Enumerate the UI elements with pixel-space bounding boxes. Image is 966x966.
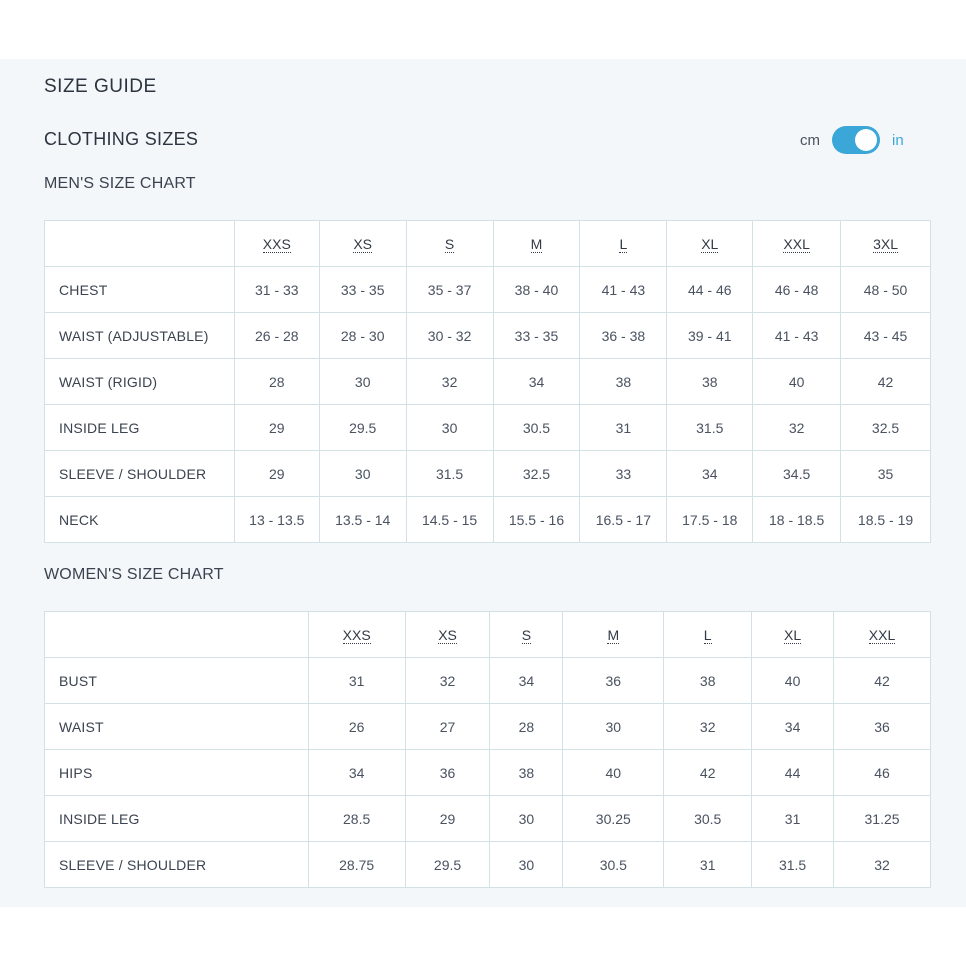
row-label: BUST bbox=[45, 658, 309, 704]
womens-size-header bbox=[490, 612, 563, 658]
size-value: 46 - 48 bbox=[753, 267, 841, 313]
size-value: 43 - 45 bbox=[841, 313, 931, 359]
size-value: 38 bbox=[580, 359, 667, 405]
size-value: 29 bbox=[234, 451, 319, 497]
size-value: 28 bbox=[234, 359, 319, 405]
size-value: 30.5 bbox=[664, 796, 752, 842]
size-value: 44 - 46 bbox=[667, 267, 753, 313]
size-abbr[interactable]: XL bbox=[701, 235, 719, 252]
table-row bbox=[45, 451, 931, 497]
row-label: INSIDE LEG bbox=[45, 405, 235, 451]
row-label: NECK bbox=[45, 497, 235, 543]
womens-header-row bbox=[45, 612, 931, 658]
size-abbr[interactable]: L bbox=[619, 235, 628, 252]
size-value: 36 bbox=[834, 704, 931, 750]
row-label: SLEEVE / SHOULDER bbox=[45, 451, 235, 497]
size-value: 38 bbox=[664, 658, 752, 704]
size-value: 36 - 38 bbox=[580, 313, 667, 359]
size-value: 35 - 37 bbox=[406, 267, 493, 313]
row-label: SLEEVE / SHOULDER bbox=[45, 842, 309, 888]
size-abbr[interactable]: L bbox=[703, 626, 712, 643]
row-label: WAIST (ADJUSTABLE) bbox=[45, 313, 235, 359]
mens-header-corner bbox=[45, 221, 235, 267]
womens-header-corner bbox=[45, 612, 309, 658]
mens-size-header bbox=[493, 221, 580, 267]
table-row bbox=[45, 267, 931, 313]
womens-size-header bbox=[405, 612, 490, 658]
size-value: 29.5 bbox=[405, 842, 490, 888]
size-value: 30.5 bbox=[563, 842, 664, 888]
size-value: 30 bbox=[563, 704, 664, 750]
table-row bbox=[45, 796, 931, 842]
size-value: 36 bbox=[405, 750, 490, 796]
table-row bbox=[45, 842, 931, 888]
clothing-sizes-heading: CLOTHING SIZES bbox=[44, 129, 199, 149]
mens-chart-heading: MEN'S SIZE CHART bbox=[44, 175, 196, 192]
size-value: 33 - 35 bbox=[493, 313, 580, 359]
size-value: 30 bbox=[406, 405, 493, 451]
size-value: 42 bbox=[841, 359, 931, 405]
size-value: 28 bbox=[490, 704, 563, 750]
row-label: CHEST bbox=[45, 267, 235, 313]
size-value: 32 bbox=[664, 704, 752, 750]
size-value: 30.25 bbox=[563, 796, 664, 842]
table-row bbox=[45, 658, 931, 704]
mens-size-header bbox=[234, 221, 319, 267]
table-row bbox=[45, 497, 931, 543]
unit-switch-knob bbox=[855, 129, 877, 151]
size-value: 32 bbox=[406, 359, 493, 405]
size-value: 33 bbox=[580, 451, 667, 497]
mens-size-header bbox=[319, 221, 406, 267]
size-value: 34.5 bbox=[753, 451, 841, 497]
size-value: 30 bbox=[319, 451, 406, 497]
size-value: 30 bbox=[490, 796, 563, 842]
table-row bbox=[45, 359, 931, 405]
size-value: 41 - 43 bbox=[753, 313, 841, 359]
table-row bbox=[45, 704, 931, 750]
page-title: SIZE GUIDE bbox=[44, 76, 157, 97]
size-value: 31.25 bbox=[834, 796, 931, 842]
size-value: 38 bbox=[490, 750, 563, 796]
size-abbr[interactable]: XXS bbox=[342, 626, 371, 643]
size-value: 36 bbox=[563, 658, 664, 704]
size-value: 48 - 50 bbox=[841, 267, 931, 313]
size-value: 17.5 - 18 bbox=[667, 497, 753, 543]
size-abbr[interactable]: S bbox=[444, 235, 455, 252]
size-value: 31 bbox=[580, 405, 667, 451]
size-value: 26 bbox=[308, 704, 405, 750]
size-value: 30.5 bbox=[493, 405, 580, 451]
size-value: 41 - 43 bbox=[580, 267, 667, 313]
size-value: 31.5 bbox=[667, 405, 753, 451]
size-value: 38 - 40 bbox=[493, 267, 580, 313]
size-value: 42 bbox=[834, 658, 931, 704]
size-value: 30 - 32 bbox=[406, 313, 493, 359]
womens-size-header bbox=[308, 612, 405, 658]
size-value: 14.5 - 15 bbox=[406, 497, 493, 543]
size-value: 42 bbox=[664, 750, 752, 796]
size-value: 34 bbox=[308, 750, 405, 796]
size-abbr[interactable]: XL bbox=[784, 626, 802, 643]
womens-size-header bbox=[664, 612, 752, 658]
size-value: 27 bbox=[405, 704, 490, 750]
row-label: WAIST (RIGID) bbox=[45, 359, 235, 405]
size-abbr[interactable]: XS bbox=[438, 626, 457, 643]
size-value: 31.5 bbox=[406, 451, 493, 497]
size-abbr[interactable]: 3XL bbox=[873, 235, 898, 252]
size-abbr[interactable]: S bbox=[521, 626, 532, 643]
size-value: 15.5 - 16 bbox=[493, 497, 580, 543]
womens-size-header bbox=[752, 612, 834, 658]
size-abbr[interactable]: XXS bbox=[262, 235, 291, 252]
mens-size-header bbox=[667, 221, 753, 267]
mens-size-header bbox=[753, 221, 841, 267]
size-value: 30 bbox=[319, 359, 406, 405]
size-value: 29 bbox=[405, 796, 490, 842]
size-value: 35 bbox=[841, 451, 931, 497]
womens-chart-heading: WOMEN'S SIZE CHART bbox=[44, 566, 224, 583]
size-value: 46 bbox=[834, 750, 931, 796]
table-row bbox=[45, 750, 931, 796]
size-value: 28.75 bbox=[308, 842, 405, 888]
womens-size-header bbox=[563, 612, 664, 658]
size-value: 44 bbox=[752, 750, 834, 796]
table-row bbox=[45, 405, 931, 451]
size-abbr[interactable]: XXL bbox=[783, 235, 810, 252]
size-value: 40 bbox=[563, 750, 664, 796]
size-value: 32 bbox=[753, 405, 841, 451]
mens-size-table bbox=[44, 220, 931, 543]
size-value: 31 bbox=[752, 796, 834, 842]
size-value: 32.5 bbox=[493, 451, 580, 497]
row-label: INSIDE LEG bbox=[45, 796, 309, 842]
size-value: 31 bbox=[664, 842, 752, 888]
unit-cm-label[interactable]: cm bbox=[800, 131, 820, 149]
size-value: 40 bbox=[752, 658, 834, 704]
size-value: 38 bbox=[667, 359, 753, 405]
size-value: 13 - 13.5 bbox=[234, 497, 319, 543]
size-value: 18 - 18.5 bbox=[753, 497, 841, 543]
mens-header-row bbox=[45, 221, 931, 267]
size-value: 34 bbox=[490, 658, 563, 704]
row-label: WAIST bbox=[45, 704, 309, 750]
size-value: 30 bbox=[490, 842, 563, 888]
size-value: 32.5 bbox=[841, 405, 931, 451]
size-value: 13.5 - 14 bbox=[319, 497, 406, 543]
size-value: 32 bbox=[834, 842, 931, 888]
unit-in-label[interactable]: in bbox=[892, 131, 904, 149]
size-value: 28.5 bbox=[308, 796, 405, 842]
size-value: 18.5 - 19 bbox=[841, 497, 931, 543]
mens-size-header bbox=[841, 221, 931, 267]
size-abbr[interactable]: XXL bbox=[868, 626, 896, 643]
size-value: 32 bbox=[405, 658, 490, 704]
size-value: 31.5 bbox=[752, 842, 834, 888]
size-value: 40 bbox=[753, 359, 841, 405]
womens-size-table bbox=[44, 611, 931, 888]
unit-toggle bbox=[800, 126, 904, 154]
size-value: 29.5 bbox=[319, 405, 406, 451]
row-label: HIPS bbox=[45, 750, 309, 796]
unit-switch[interactable] bbox=[832, 126, 880, 154]
size-abbr[interactable]: M bbox=[530, 235, 543, 252]
size-value: 29 bbox=[234, 405, 319, 451]
size-abbr[interactable]: M bbox=[607, 626, 620, 643]
size-value: 34 bbox=[493, 359, 580, 405]
size-value: 39 - 41 bbox=[667, 313, 753, 359]
size-abbr[interactable]: XS bbox=[353, 235, 373, 252]
size-value: 26 - 28 bbox=[234, 313, 319, 359]
size-value: 31 - 33 bbox=[234, 267, 319, 313]
size-value: 16.5 - 17 bbox=[580, 497, 667, 543]
size-value: 34 bbox=[667, 451, 753, 497]
size-value: 33 - 35 bbox=[319, 267, 406, 313]
table-row bbox=[45, 313, 931, 359]
mens-size-header bbox=[580, 221, 667, 267]
mens-size-header bbox=[406, 221, 493, 267]
size-value: 31 bbox=[308, 658, 405, 704]
womens-size-header bbox=[834, 612, 931, 658]
size-value: 28 - 30 bbox=[319, 313, 406, 359]
size-value: 34 bbox=[752, 704, 834, 750]
